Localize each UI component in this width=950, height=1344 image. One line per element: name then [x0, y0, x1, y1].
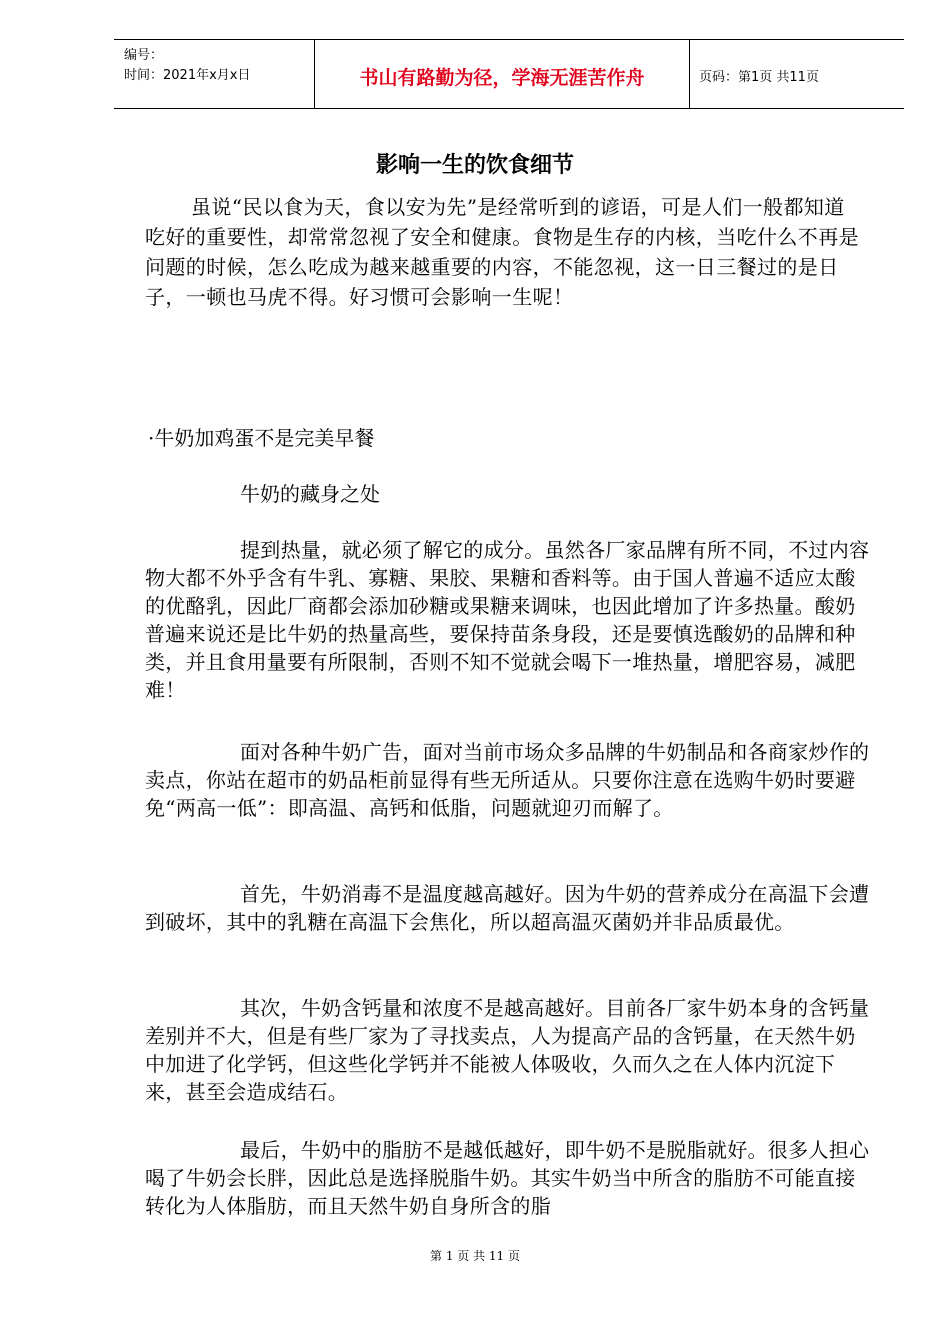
- body-paragraph: 其次，牛奶含钙量和浓度不是越高越好。目前各厂家牛奶本身的含钙量差别并不大，但是有些厂家为了寻找卖点，人为提高产品的含钙量，在天然牛奶中加进了化学钙，但这些化学钙并不能被人体吸收，久而久之在人体内沉淀下来，甚至会造成结石。: [145, 996, 870, 1104]
- section-heading: ·牛奶加鸡蛋不是完美早餐: [148, 426, 375, 450]
- intro-paragraph: 虽说“民以食为天，食以安为先”是经常听到的谚语，可是人们一般都知道吃好的重要性，却常常忽视了安全和健康。食物是生存的内核，当吃什么不再是问题的时候，怎么吃成为越来越重要的内容，不能忽视，这一日三餐过的是日子，一顿也马虎不得。好习惯可会影响一生呢！: [145, 195, 859, 309]
- header-motto-cell: [314, 40, 690, 108]
- body-paragraph: 提到热量，就必须了解它的成分。虽然各厂家品牌有所不同，不过内容物大都不外乎含有牛乳、寡糖、果胶、果糖和香料等。由于国人普遍不适应太酸的优酪乳，因此厂商都会添加砂糖或果糖来调味，也因此增加了许多热量。酸奶普遍来说还是比牛奶的热量高些，要保持苗条身段，还是要慎选酸奶的品牌和种类，并且食用量要有所限制，否则不知不觉就会喝下一堆热量，增肥容易，减肥难！: [145, 538, 870, 702]
- page-number-label: 页码：第1页 共11页: [699, 70, 819, 85]
- header-table: [114, 39, 904, 109]
- body-paragraph: 最后，牛奶中的脂肪不是越低越好，即牛奶不是脱脂就好。很多人担心喝了牛奶会长胖，因此总是选择脱脂牛奶。其实牛奶当中所含的脂肪不可能直接转化为人体脂肪，而且天然牛奶自身所含的脂: [145, 1138, 870, 1218]
- subheading: 牛奶的藏身之处: [240, 482, 380, 506]
- body-paragraph: 首先，牛奶消毒不是温度越高越好。因为牛奶的营养成分在高温下会遭到破坏，其中的乳糖在高温下会焦化，所以超高温灭菌奶并非品质最优。: [145, 882, 870, 934]
- body-paragraph: 面对各种牛奶广告，面对当前市场众多品牌的牛奶制品和各商家炒作的卖点，你站在超市的奶品柜前显得有些无所适从。只要你注意在选购牛奶时要避免“两高一低”：即高温、高钙和低脂，问题就迎刃而解了。: [145, 740, 870, 820]
- intro-block: [145, 192, 865, 312]
- page-footer: 第 1 页 共 11 页: [430, 1249, 520, 1263]
- motto: 书山有路勤为径，学海无涯苦作舟: [359, 67, 645, 89]
- time-label: 时间：2021年x月x日: [124, 68, 251, 83]
- document-title: 影响一生的饮食细节: [375, 152, 574, 178]
- number-label: 编号：: [124, 48, 164, 63]
- header-meta-cell: [114, 40, 314, 108]
- header-page-cell: [689, 40, 904, 108]
